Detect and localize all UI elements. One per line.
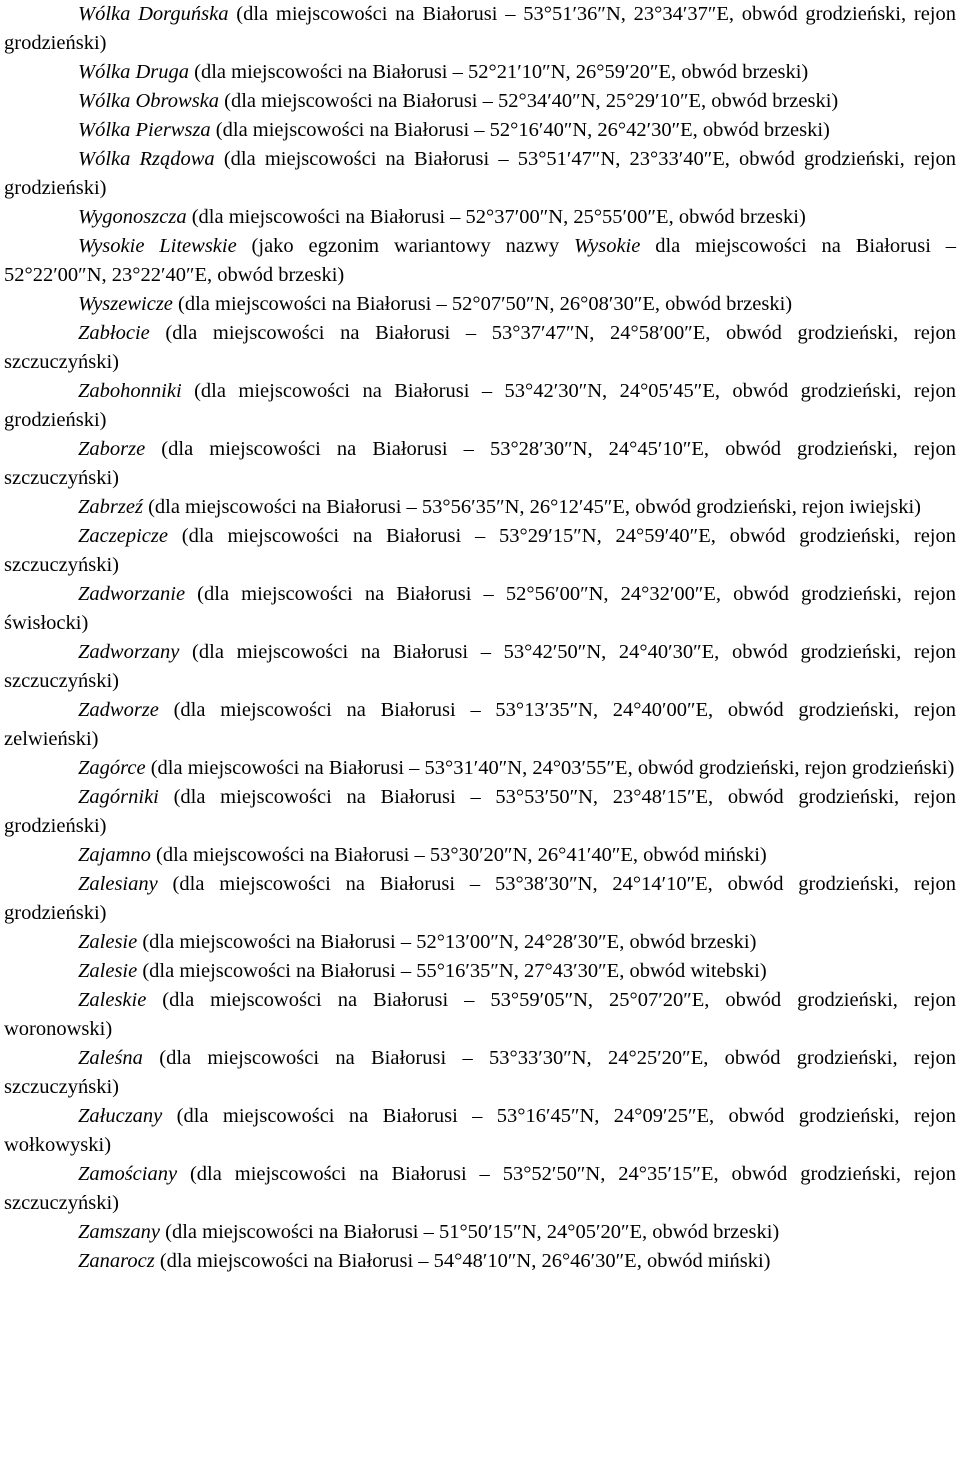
- entry-zaleskie: [4, 986, 956, 1044]
- entry-name: Zabrzeź: [78, 496, 143, 518]
- entry-text: (jako egzonim wariantowy nazwy: [236, 235, 574, 257]
- entry-name: Wysokie Litewskie: [78, 235, 237, 257]
- entry-zadworze: [4, 696, 956, 754]
- entry-text: (dla miejscowości na Białorusi – 51°50′15″N, 24°05′20″E, obwód brzeski): [160, 1221, 780, 1243]
- entry-wysokie-litewskie: [4, 232, 956, 290]
- entry-text: (dla miejscowości na Białorusi – 53°42′50″N, 24°40′30″E, obwód grodzieński, rejon szczuczyński): [4, 641, 956, 692]
- entry-text: (dla miejscowości na Białorusi – 53°42′30″N, 24°05′45″E, obwód grodzieński, rejon grodzieński): [4, 380, 956, 431]
- entry-wygonoszcza: [4, 203, 956, 232]
- entry-text: (dla miejscowości na Białorusi – 52°21′10″N, 26°59′20″E, obwód brzeski): [189, 61, 809, 83]
- entry-wyszewicze: [4, 290, 956, 319]
- entry-zalesna: [4, 1044, 956, 1102]
- entry-text: (dla miejscowości na Białorusi – 53°56′35″N, 26°12′45″E, obwód grodzieński, rejon iwiejski): [142, 496, 921, 518]
- entry-zamszany: [4, 1218, 956, 1247]
- entry-name: Wólka Dorguńska: [78, 3, 229, 25]
- entry-name: Zamszany: [78, 1221, 161, 1243]
- entry-name: Zalesiany: [78, 873, 158, 895]
- entry-name: Zaleskie: [78, 989, 147, 1011]
- entry-wolka-obrowska: [4, 87, 956, 116]
- entry-text: (dla miejscowości na Białorusi – 53°30′20″N, 26°41′40″E, obwód miński): [150, 844, 767, 866]
- entry-name: Wyszewicze: [78, 293, 173, 315]
- entry-name: Zagórniki: [78, 786, 159, 808]
- entry-text: (dla miejscowości na Białorusi – 55°16′35″N, 27°43′30″E, obwód witebski): [137, 960, 767, 982]
- entry-zalesiany: [4, 870, 956, 928]
- entry-name: Zalesie: [78, 931, 138, 953]
- entry-text: (dla miejscowości na Białorusi – 53°13′35″N, 24°40′00″E, obwód grodzieński, rejon zelwieński): [4, 699, 956, 750]
- entry-name: Zaborze: [78, 438, 146, 460]
- entry-wolka-dorgunska: [4, 0, 956, 58]
- entry-name: Wólka Pierwsza: [78, 119, 211, 141]
- entry-text: (dla miejscowości na Białorusi – 52°16′40″N, 26°42′30″E, obwód brzeski): [210, 119, 830, 141]
- entry-name: Zadworzanie: [78, 583, 186, 605]
- entry-name: Wólka Rządowa: [78, 148, 215, 170]
- entry-name: Zaczepicze: [78, 525, 168, 547]
- entry-text: (dla miejscowości na Białorusi – 53°29′15″N, 24°59′40″E, obwód grodzieński, rejon szczuczyński): [4, 525, 956, 576]
- entry-name: Zajamno: [78, 844, 151, 866]
- entry-name: Zagórce: [78, 757, 146, 779]
- entry-name: Wólka Druga: [78, 61, 190, 83]
- entry-text: (dla miejscowości na Białorusi – 53°51′47″N, 23°33′40″E, obwód grodzieński, rejon grodzieński): [4, 148, 956, 199]
- entry-text: (dla miejscowości na Białorusi – 52°13′00″N, 24°28′30″E, obwód brzeski): [137, 931, 757, 953]
- entry-text: (dla miejscowości na Białorusi – 53°38′30″N, 24°14′10″E, obwód grodzieński, rejon grodzieński): [4, 873, 956, 924]
- entry-variant-name: Wysokie: [573, 235, 641, 257]
- entry-name: Zaleśna: [78, 1047, 143, 1069]
- entry-name: Wólka Obrowska: [78, 90, 220, 112]
- entry-name: Zanarocz: [78, 1250, 155, 1272]
- entry-zajamno: [4, 841, 956, 870]
- entry-zalesie-brzeski: [4, 928, 956, 957]
- entry-zagorniki: [4, 783, 956, 841]
- entry-name: Zabłocie: [78, 322, 150, 344]
- entry-zaluczany: [4, 1102, 956, 1160]
- entry-text: dla miejscowości na Białorusi – 52°22′00″N, 23°22′40″E, obwód brzeski): [4, 235, 956, 286]
- entry-zamosciany: [4, 1160, 956, 1218]
- entry-text: (dla miejscowości na Białorusi – 53°33′30″N, 24°25′20″E, obwód grodzieński, rejon szczuczyński): [4, 1047, 956, 1098]
- entry-wolka-druga: [4, 58, 956, 87]
- entry-name: Zadworzany: [78, 641, 180, 663]
- entry-name: Zamościany: [78, 1163, 178, 1185]
- entry-name: Wygonoszcza: [78, 206, 187, 228]
- entry-text: (dla miejscowości na Białorusi – 52°34′40″N, 25°29′10″E, obwód brzeski): [219, 90, 839, 112]
- entry-name: Zadworze: [78, 699, 159, 721]
- entry-zaczepicze: [4, 522, 956, 580]
- entry-zadworzany: [4, 638, 956, 696]
- entry-text: (dla miejscowości na Białorusi – 54°48′10″N, 26°46′30″E, obwód miński): [154, 1250, 771, 1272]
- entry-zadworzanie: [4, 580, 956, 638]
- entry-zaborze: [4, 435, 956, 493]
- entry-text: (dla miejscowości na Białorusi – 53°37′47″N, 24°58′00″E, obwód grodzieński, rejon szczuczyński): [4, 322, 956, 373]
- entry-zanarocz: [4, 1247, 956, 1276]
- entry-zalesie-witebski: [4, 957, 956, 986]
- entry-zabrzez: [4, 493, 956, 522]
- entry-text: (dla miejscowości na Białorusi – 53°59′05″N, 25°07′20″E, obwód grodzieński, rejon woronowski): [4, 989, 956, 1040]
- entry-wolka-rzadowa: [4, 145, 956, 203]
- entry-text: (dla miejscowości na Białorusi – 53°16′45″N, 24°09′25″E, obwód grodzieński, rejon wołkowyski): [4, 1105, 956, 1156]
- entry-text: (dla miejscowości na Białorusi – 52°37′00″N, 25°55′00″E, obwód brzeski): [186, 206, 806, 228]
- entry-text: (dla miejscowości na Białorusi – 52°07′50″N, 26°08′30″E, obwód brzeski): [172, 293, 793, 315]
- entry-text: (dla miejscowości na Białorusi – 52°56′00″N, 24°32′00″E, obwód grodzieński, rejon świsłocki): [4, 583, 956, 634]
- entry-text: (dla miejscowości na Białorusi – 53°31′40″N, 24°03′55″E, obwód grodzieński, rejon grodzieński): [145, 757, 955, 779]
- entry-zablocie: [4, 319, 956, 377]
- entry-name: Załuczany: [78, 1105, 163, 1127]
- entry-text: (dla miejscowości na Białorusi – 53°53′50″N, 23°48′15″E, obwód grodzieński, rejon grodzieński): [4, 786, 956, 837]
- entry-text: (dla miejscowości na Białorusi – 53°28′30″N, 24°45′10″E, obwód grodzieński, rejon szczuczyński): [4, 438, 956, 489]
- entry-zabohonniki: [4, 377, 956, 435]
- entry-zagorce: [4, 754, 956, 783]
- entry-wolka-pierwsza: [4, 116, 956, 145]
- entry-text: (dla miejscowości na Białorusi – 53°52′50″N, 24°35′15″E, obwód grodzieński, rejon szczuczyński): [4, 1163, 956, 1214]
- entry-name: Zalesie: [78, 960, 138, 982]
- entry-text: (dla miejscowości na Białorusi – 53°51′36″N, 23°34′37″E, obwód grodzieński, rejon grodzieński): [4, 3, 956, 54]
- entry-name: Zabohonniki: [78, 380, 182, 402]
